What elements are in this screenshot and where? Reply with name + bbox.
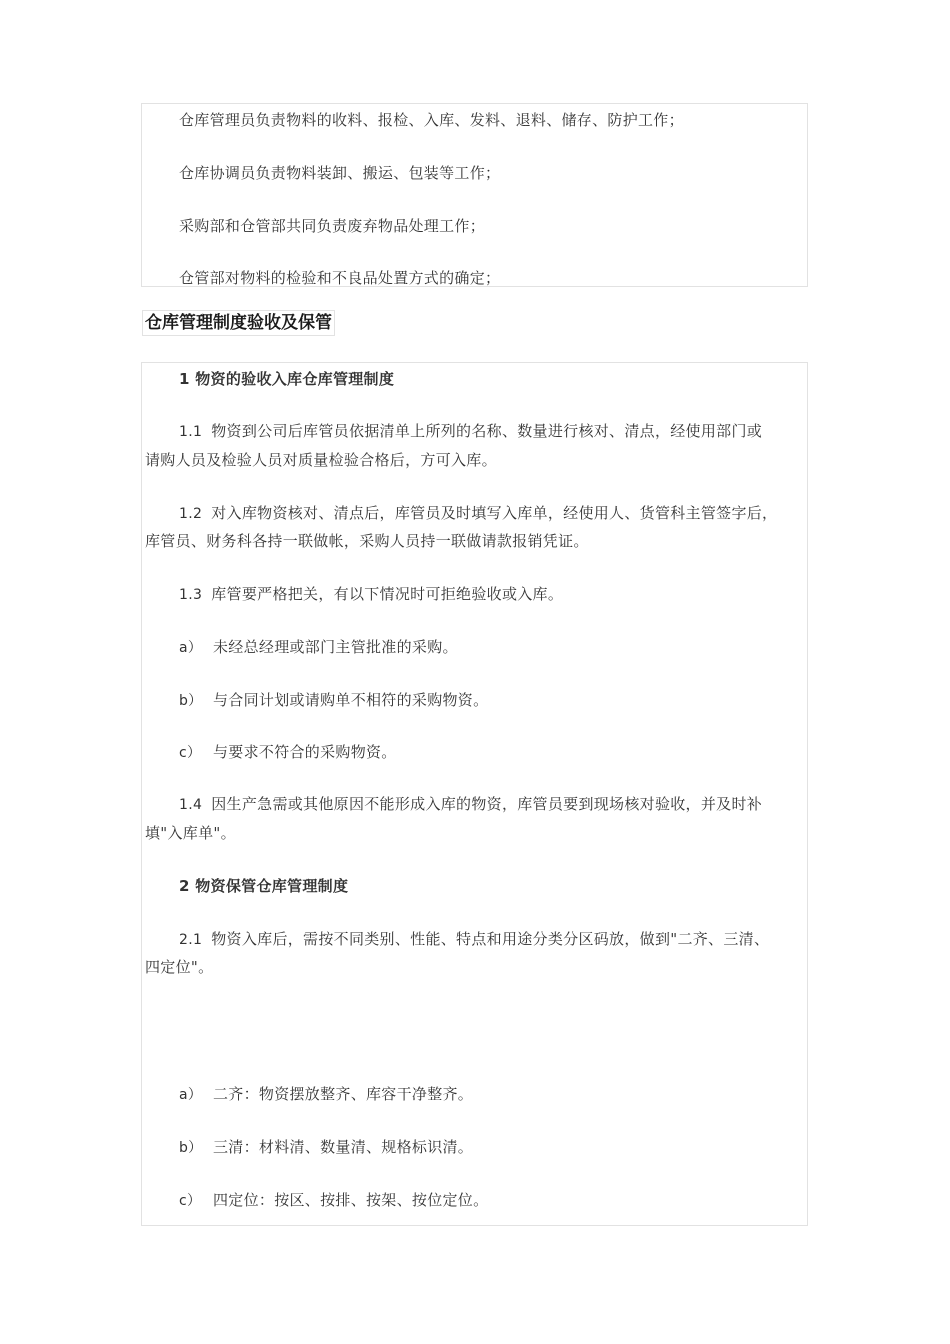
para-text: 四定位"。 xyxy=(145,958,214,976)
para-text: 因生产急需或其他原因不能形成入库的物资，库管员要到现场核对验收，并及时补 xyxy=(211,795,763,813)
list-marker: a） xyxy=(179,1087,203,1103)
paragraph-1-3 xyxy=(179,584,563,605)
list-marker: c） xyxy=(179,1193,202,1209)
section-heading: 仓库管理制度验收及保管 xyxy=(142,310,335,336)
para-text: 填"入库单"。 xyxy=(145,824,236,842)
para-text: 库管员、财务科各持一联做帐，采购人员持一联做请款报销凭证。 xyxy=(145,532,589,550)
content-box xyxy=(141,362,808,1226)
list-text: 三清：材料清、数量清、规格标识清。 xyxy=(213,1138,474,1156)
list-item xyxy=(179,690,488,711)
section1-title: 1 物资的验收入库仓库管理制度 xyxy=(179,370,395,388)
list-text: 四定位：按区、按排、按架、按位定位。 xyxy=(213,1191,489,1209)
list-text: 未经总经理或部门主管批准的采购。 xyxy=(213,638,458,656)
list-item xyxy=(179,1137,473,1158)
list-item xyxy=(179,742,397,763)
list-text: 与要求不符合的采购物资。 xyxy=(213,743,397,761)
para-text: 物资入库后，需按不同类别、性能、特点和用途分类分区码放，做到"二齐、三清、 xyxy=(211,930,770,948)
para-number: 2.1 xyxy=(179,932,203,948)
intro-line: 仓管部对物料的检验和不良品处置方式的确定； xyxy=(179,269,501,287)
para-number: 1.2 xyxy=(179,506,203,522)
intro-line: 采购部和仓管部共同负责废弃物品处理工作； xyxy=(179,217,486,235)
list-text: 与合同计划或请购单不相符的采购物资。 xyxy=(213,691,489,709)
list-item xyxy=(179,1084,473,1105)
para-number: 1.3 xyxy=(179,587,203,603)
para-text: 对入库物资核对、清点后，库管员及时填写入库单，经使用人、货管科主管签字后， xyxy=(211,504,778,522)
paragraph-1-1 xyxy=(179,421,762,442)
list-marker: b） xyxy=(179,1140,203,1156)
paragraph-1-2 xyxy=(179,503,777,524)
section2-title: 2 物资保管仓库管理制度 xyxy=(179,877,349,895)
para-number: 1.1 xyxy=(179,424,203,440)
paragraph-1-4 xyxy=(179,794,762,815)
intro-line: 仓库协调员负责物料装卸、搬运、包装等工作； xyxy=(179,164,501,182)
intro-box xyxy=(141,103,808,287)
para-text: 库管要严格把关，有以下情况时可拒绝验收或入库。 xyxy=(211,585,564,603)
list-item xyxy=(179,1190,488,1211)
para-number: 1.4 xyxy=(179,797,203,813)
paragraph-2-1 xyxy=(179,929,769,950)
list-text: 二齐：物资摆放整齐、库容干净整齐。 xyxy=(213,1085,474,1103)
list-marker: a） xyxy=(179,640,203,656)
list-item xyxy=(179,637,458,658)
intro-line: 仓库管理员负责物料的收料、报检、入库、发料、退料、储存、防护工作； xyxy=(179,111,684,129)
list-marker: c） xyxy=(179,745,202,761)
list-marker: b） xyxy=(179,693,203,709)
para-text: 物资到公司后库管员依据清单上所列的名称、数量进行核对、清点，经使用部门或 xyxy=(211,422,763,440)
para-text: 请购人员及检验人员对质量检验合格后，方可入库。 xyxy=(145,451,497,469)
